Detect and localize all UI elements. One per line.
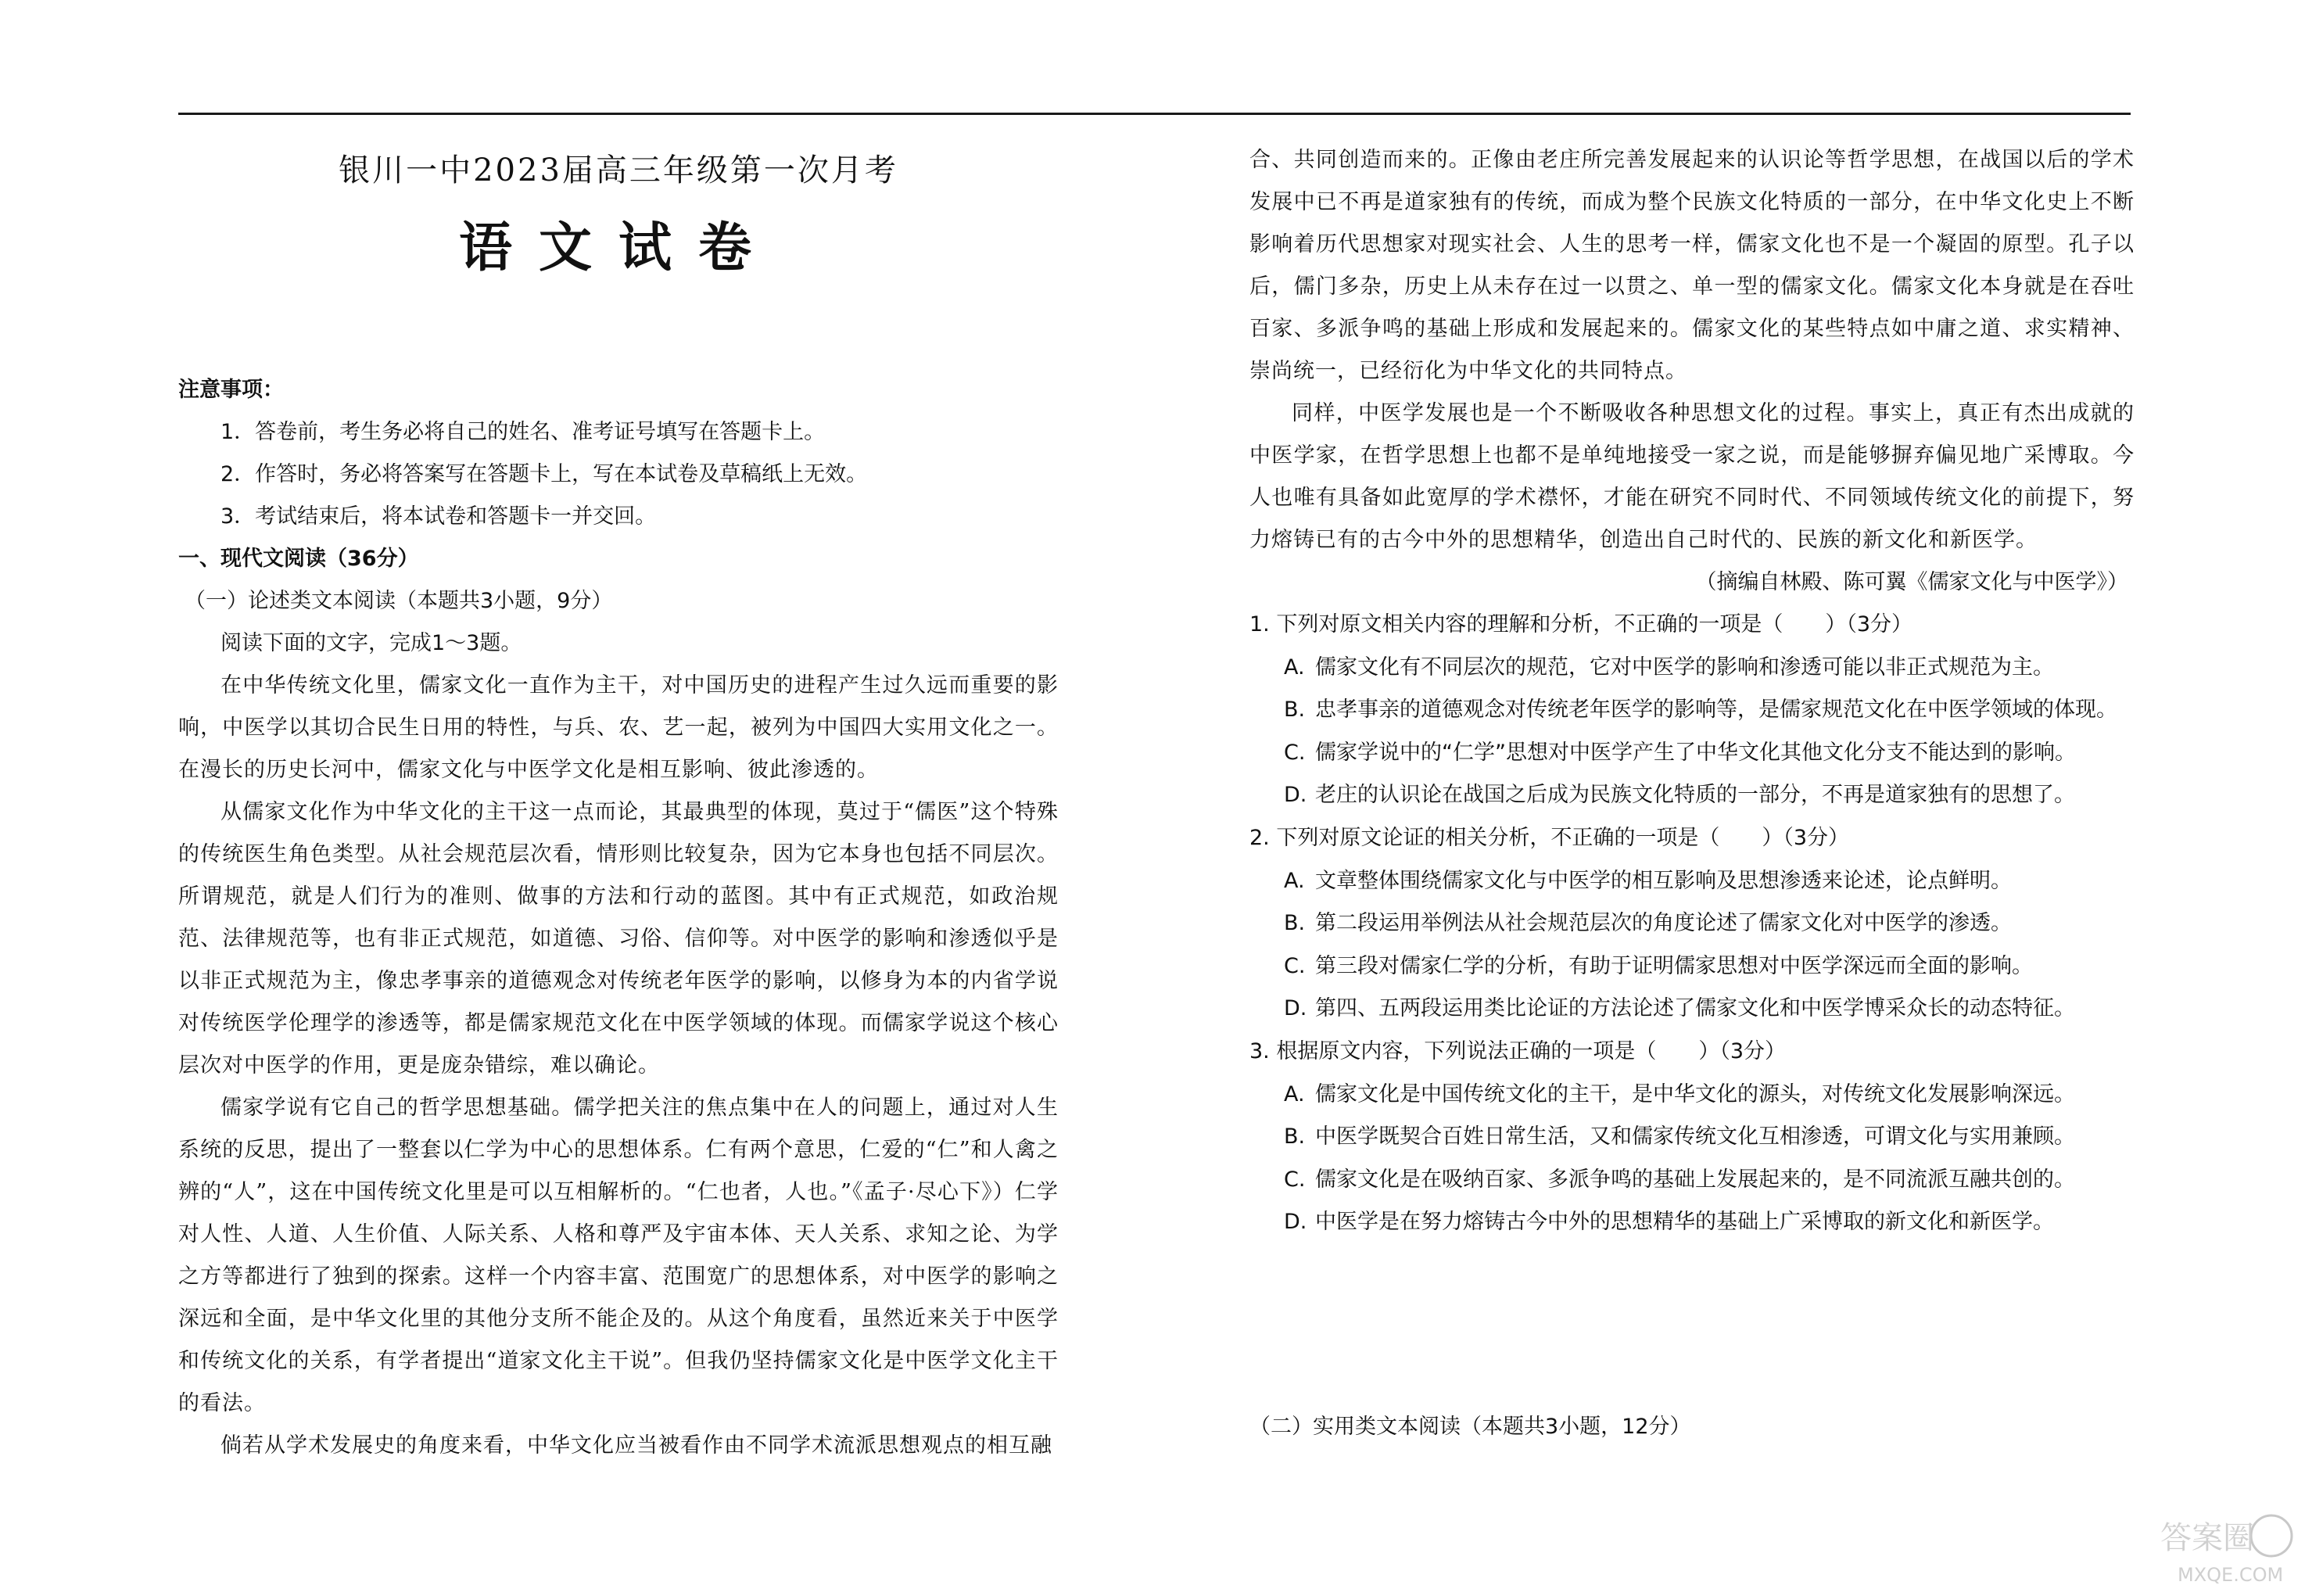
section-heading: 一、现代文阅读（36分） [178,547,419,571]
passage-paragraph: 同样，中医学发展也是一个不断吸收各种思想文化的过程。事实上，真正有杰出成就的中医学家，在哲学思想上也都不是单纯地接受一家之说，而是能够摒弃偏见地广采博取。今人也唯有具备如此宽厚的学术襟怀，才能在研究不同时代、不同领域传统文化的前提下，努力熔铸已有的古今中外的思想精华，创造出自己时代的、民族的新文化和新医学。 [1249,401,2135,552]
option-letter: C. [1284,740,1306,765]
option-letter: D. [1284,783,1307,808]
answer-option[interactable] [1249,774,2135,817]
passage-paragraph: 儒家学说有它自己的哲学思想基础。儒学把关注的焦点集中在人的问题上，通过对人生系统的反思，提出了一整套以仁学为中心的思想体系。仁有两个意思，仁爱的“仁”和人禽之辨的“人”，这在中国传统文化里是可以互相解析的。“仁也者，人也。”《孟子·尽心下》）仁学对人性、人道、人生价值、人际关系、人格和尊严及宇宙本体、天人关系、求知之论、为学之方等都进行了独到的探索。这样一个内容丰富、范围宽广的思想体系，对中医学的影响之深远和全面，是中华文化里的其他分支所不能企及的。从这个角度看，虽然近来关于中医学和传统文化的关系，有学者提出“道家文化主干说”。但我仍坚持儒家文化是中医学文化主干的看法。 [178,1096,1059,1415]
option-text: 第四、五两段运用类比论证的方法论述了儒家文化和中医学博采众长的动态特征。 [1315,996,2075,1021]
option-text: 中医学既契合百姓日常生活，又和儒家传统文化互相渗透，可谓文化与实用兼顾。 [1315,1124,2075,1149]
option-text: 第二段运用举例法从社会规范层次的角度论述了儒家文化对中医学的渗透。 [1315,911,2012,936]
notice-item: 2．作答时，务必将答案写在答题卡上，写在本试卷及草稿纸上无效。 [220,462,868,486]
top-rule [178,113,2131,115]
notice-item: 1．答卷前，考生务必将自己的姓名、准考证号填写在答题卡上。 [220,420,826,444]
part-heading: （一）论述类文本阅读（本题共3小题，9分） [185,589,613,613]
option-text: 第三段对儒家仁学的分析，有助于证明儒家思想对中医学深远而全面的影响。 [1315,953,2033,978]
answer-option[interactable] [1249,988,2135,1031]
question-stem: 3. 根据原文内容，下列说法正确的一项是（ ）（3分） [1249,1038,1787,1063]
option-text: 儒家学说中的“仁学”思想对中医学产生了中华文化其他文化分支不能达到的影响。 [1315,740,2076,765]
right-column [1249,139,2135,1244]
watermark-url: MXQE.COM [2178,1564,2284,1586]
option-text: 中医学是在努力熔铸古今中外的思想精华的基础上广采博取的新文化和新医学。 [1315,1210,2054,1235]
notice-heading: 注意事项： [178,378,284,402]
watermark-logo [2154,1509,2295,1587]
question-1 [1249,604,2135,817]
answer-option[interactable] [1249,647,2135,690]
option-letter: A. [1284,1081,1305,1106]
passage-paragraph: 从儒家文化作为中华文化的主干这一点而论，其最典型的体现，莫过于“儒医”这个特殊的传统医生角色类型。从社会规范层次看，情形则比较复杂，因为它本身也包括不同层次。所谓规范，就是人们行为的准则、做事的方法和行动的蓝图。其中有正式规范，如政治规范、法律规范等，也有非正式规范，如道德、习俗、信仰等。对中医学的影响和渗透似乎是以非正式规范为主，像忠孝事亲的道德观念对传统老年医学的影响，以修身为本的内省学说对传统医学伦理学的渗透等，都是儒家规范文化在中医学领域的体现。而儒家学说这个核心层次对中医学的作用，更是庞杂错综，难以确论。 [178,800,1059,1078]
passage-source: （摘编自林殿、陈可翼《儒家文化与中医学》） [1695,570,2128,594]
option-letter: D. [1284,1210,1307,1235]
option-letter: C. [1284,1167,1306,1192]
answer-option[interactable] [1249,902,2135,945]
notice-item: 3．考试结束后，将本试卷和答题卡一并交回。 [220,504,657,529]
passage-paragraph-continued: 合、共同创造而来的。正像由老庄所完善发展起来的认识论等哲学思想，在战国以后的学术发展中已不再是道家独有的传统，而成为整个民族文化特质的一部分，在中华文化史上不断影响着历代思想家对现实社会、人生的思考一样，儒家文化也不是一个凝固的原型。孔子以后，儒门多杂，历史上从未存在过一以贯之、单一型的儒家文化。儒家文化本身就是在吞吐百家、多派争鸣的基础上形成和发展起来的。儒家文化的某些特点如中庸之道、求实精神、崇尚统一，已经衍化为中华文化的共同特点。 [1249,148,2135,383]
option-letter: B. [1284,698,1306,723]
option-text: 儒家文化是中国传统文化的主干，是中华文化的源头，对传统文化发展影响深远。 [1315,1081,2075,1106]
answer-option[interactable] [1249,732,2135,775]
answer-option[interactable] [1249,1074,2135,1117]
option-text: 文章整体围绕儒家文化与中医学的相互影响及思想渗透来论述，论点鲜明。 [1315,868,2012,893]
paper-title: 语文试卷 [458,217,778,279]
exam-title: 银川一中2023届高三年级第一次月考 [339,152,898,188]
passage-paragraph: 在中华传统文化里，儒家文化一直作为主干，对中国历史的进程产生过久远而重要的影响，中医学以其切合民生日用的特性，与兵、农、艺一起，被列为中国四大实用文化之一。在漫长的历史长河中，儒家文化与中医学文化是相互影响、彼此渗透的。 [178,673,1059,782]
answer-option[interactable] [1249,689,2135,732]
answer-option[interactable] [1249,1201,2135,1244]
left-column [178,133,1059,1467]
option-text: 儒家文化有不同层次的规范，它对中医学的影响和渗透可能以非正式规范为主。 [1315,655,2054,680]
question-stem: 1. 下列对原文相关内容的理解和分析，不正确的一项是（ ）（3分） [1249,612,1913,637]
option-letter: C. [1284,953,1306,978]
option-text: 忠孝事亲的道德观念对传统老年医学的影响等，是儒家规范文化在中医学领域的体现。 [1315,698,2117,723]
option-letter: A. [1284,655,1305,680]
question-stem: 2. 下列对原文论证的相关分析，不正确的一项是（ ）（3分） [1249,825,1850,850]
option-text: 儒家文化是在吸纳百家、多派争鸣的基础上发展起来的，是不同流派互融共创的。 [1315,1167,2075,1192]
watermark-circle [2251,1515,2292,1556]
option-letter: B. [1284,1124,1306,1149]
answer-option[interactable] [1249,945,2135,988]
watermark-text: 答案圈 [2160,1520,2254,1556]
option-text: 老庄的认识论在战国之后成为民族文化特质的一部分，不再是道家独有的思想了。 [1315,783,2075,808]
answer-option[interactable] [1249,1116,2135,1159]
answer-option[interactable] [1249,1159,2135,1202]
question-2 [1249,817,2135,1031]
answer-option[interactable] [1249,860,2135,903]
passage-paragraph: 倘若从学术发展史的角度来看，中华文化应当被看作由不同学术流派思想观点的相互融 [220,1433,1052,1458]
part2-heading: （二）实用类文本阅读（本题共3小题，12分） [1249,1415,1691,1439]
reading-instruction: 阅读下面的文字，完成1～3题。 [220,631,522,655]
option-letter: A. [1284,868,1305,893]
option-letter: D. [1284,996,1307,1021]
option-letter: B. [1284,911,1306,936]
question-3 [1249,1031,2135,1244]
